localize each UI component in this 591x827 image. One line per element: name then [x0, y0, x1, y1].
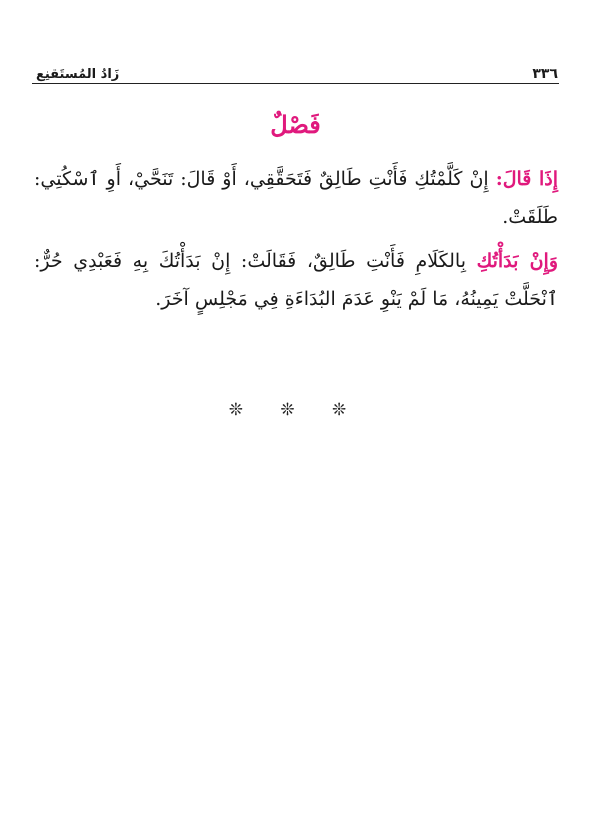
paragraph-2-text: بِالكَلَامِ فَأَنْتِ طَالِقٌ، فَقَالَتْ: إِنْ بَدَأْتُكَ بِهِ فَعَبْدِي حُرٌّ: ٱنْحَلَّتْ يَمِينُهُ، مَا لَمْ يَنْوِ عَدَمَ البُدَاءَةِ فِي مَجْلِسٍ آخَرَ.	[34, 250, 558, 310]
body-text	[34, 160, 558, 324]
book-title: زَادُ المُستَقنِع	[36, 67, 120, 82]
section-end-ornament: ❊ ❊ ❊	[228, 400, 363, 420]
paragraph-2	[34, 242, 558, 318]
section-heading: فَصْلٌ	[270, 110, 321, 139]
page-number: ٣٣٦	[532, 66, 558, 82]
paragraph-1-text: إِنْ كَلَّمْتُكِ فَأَنْتِ طَالِقٌ فَتَحَقَّقِي، أَوْ قَالَ: تَنَحَّيْ، أَوِ ٱسْكُتِي: طَلَقَتْ.	[34, 168, 558, 228]
paragraph-1	[34, 160, 558, 236]
paragraph-1-lead: إِذَا قَالَ:	[495, 168, 558, 190]
paragraph-2-lead: وَإِنْ بَدَأْتُكِ	[476, 250, 558, 272]
running-head	[36, 58, 558, 82]
header-rule	[32, 83, 559, 84]
